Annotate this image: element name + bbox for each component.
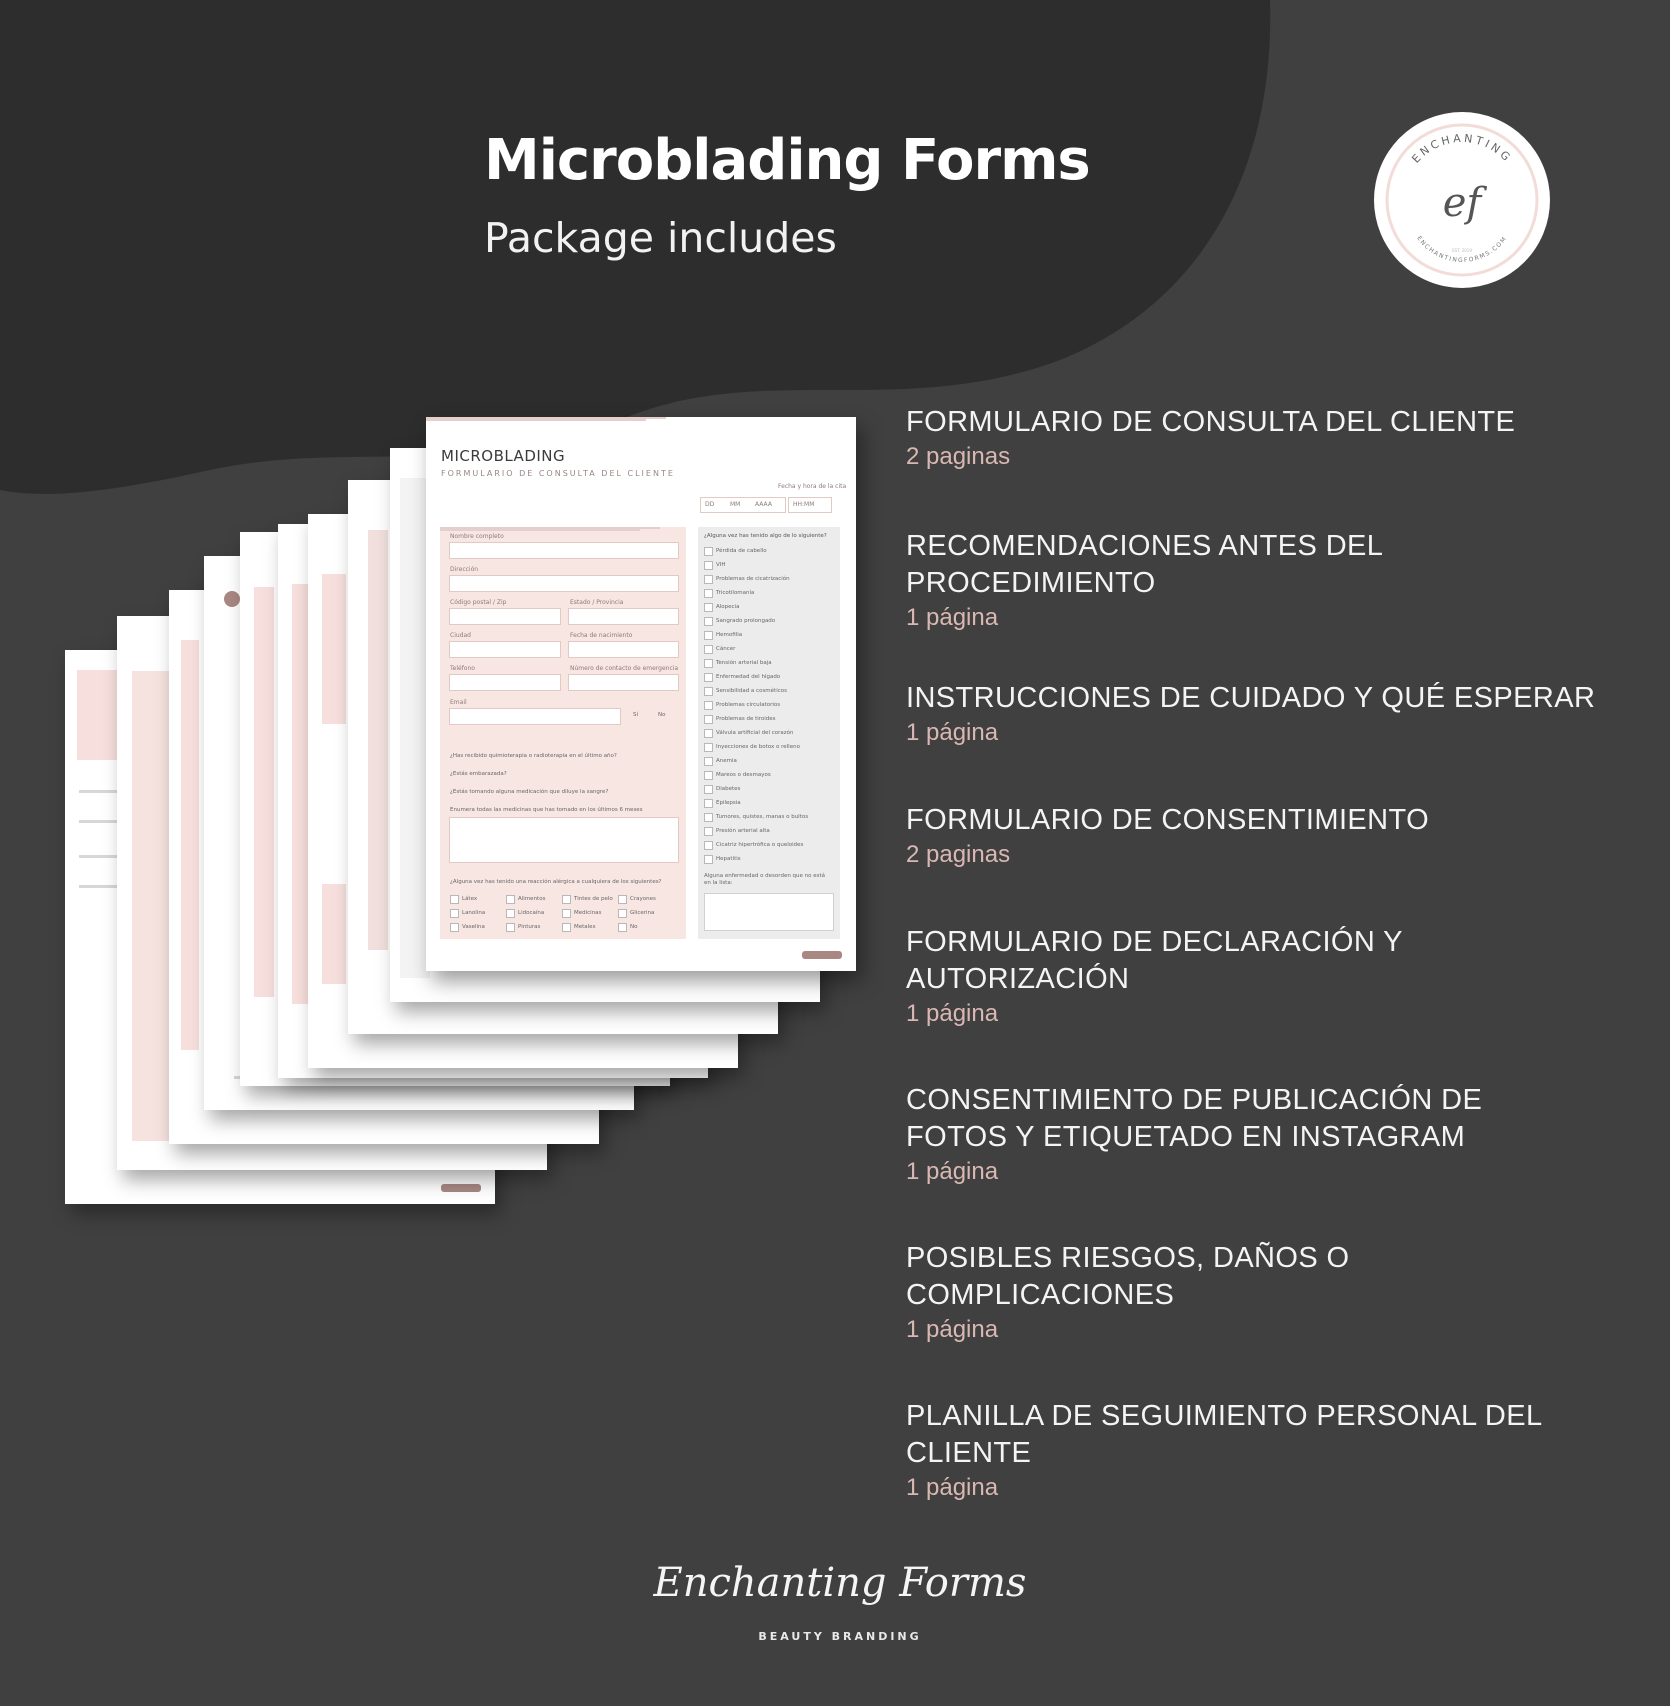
checkbox bbox=[704, 589, 713, 598]
condition-option: Pérdida de cabello bbox=[716, 548, 767, 554]
condition-option: Tricotilomanía bbox=[716, 590, 755, 596]
item-title: CONSENTIMIENTO DE PUBLICACIÓN DE FOTOS Y ETIQUETADO EN INSTAGRAM bbox=[906, 1084, 1483, 1153]
condition-option: Anemia bbox=[716, 758, 737, 764]
item-title: RECOMENDACIONES ANTES DEL PROCEDIMIENTO bbox=[906, 530, 1383, 599]
checkbox bbox=[704, 687, 713, 696]
checkbox bbox=[704, 771, 713, 780]
badge-text: ENCHANTING bbox=[1409, 131, 1515, 166]
package-item bbox=[906, 1082, 1646, 1188]
allergy-option: Crayones bbox=[630, 896, 656, 902]
allergy-option: Alimentos bbox=[518, 896, 546, 902]
page-title: Microblading Forms bbox=[484, 128, 1090, 193]
brand-name: Enchanting Forms bbox=[653, 1560, 1027, 1606]
item-pages: 1 página bbox=[906, 1158, 999, 1185]
checkbox bbox=[704, 799, 713, 808]
item-pages: 1 página bbox=[906, 1474, 999, 1501]
field-label: Dirección bbox=[450, 566, 479, 573]
checkbox bbox=[704, 701, 713, 710]
item-title: POSIBLES RIESGOS, DAÑOS O COMPLICACIONES bbox=[906, 1242, 1350, 1311]
allergy-option: Metales bbox=[574, 924, 596, 930]
condition-option: Epilepsia bbox=[716, 800, 741, 806]
item-pages: 2 paginas bbox=[906, 443, 1011, 470]
checkbox bbox=[704, 659, 713, 668]
condition-option: Válvula artificial del corazón bbox=[716, 730, 794, 736]
condition-option: Cicatriz hipertrófica o queloides bbox=[716, 842, 804, 848]
checkbox bbox=[704, 673, 713, 682]
checkbox bbox=[704, 813, 713, 822]
allergy-option: Lanolina bbox=[462, 910, 486, 916]
condition-option: Enfermedad del hígado bbox=[716, 674, 781, 680]
item-pages: 1 página bbox=[906, 1000, 999, 1027]
badge-monogram: ef bbox=[1442, 180, 1482, 226]
item-title: PLANILLA DE SEGUIMIENTO PERSONAL DEL CLIENTE bbox=[906, 1400, 1542, 1469]
allergy-option: Pinturas bbox=[518, 924, 541, 930]
field-label: Código postal / Zip bbox=[450, 599, 507, 606]
package-item bbox=[906, 802, 1646, 871]
field-label: Número de contacto de emergencia bbox=[570, 665, 679, 672]
brand-badge-logo bbox=[1374, 112, 1550, 288]
item-title: FORMULARIO DE CONSENTIMIENTO bbox=[906, 804, 1430, 836]
date-box-time: HH:MM bbox=[793, 501, 815, 508]
package-item bbox=[906, 1398, 1646, 1504]
allergy-option: Glicerina bbox=[630, 910, 655, 916]
svg-text:ENCHANTING bbox=[1409, 132, 1514, 166]
checkbox bbox=[704, 547, 713, 556]
package-item bbox=[906, 404, 1646, 473]
allergy-option: Lidocaína bbox=[518, 910, 545, 916]
question-label: Enumera todas las medicinas que has tomado en los últimos 6 meses bbox=[450, 807, 643, 813]
field-label: Estado / Provincia bbox=[570, 599, 624, 606]
page-number-badge bbox=[802, 951, 842, 959]
condition-option: Inyecciones de botox o relleno bbox=[716, 744, 800, 750]
question-label: Alguna enfermedad o desorden que no está en la lista: bbox=[704, 873, 826, 886]
question-label: ¿Estás tomando alguna medicación que diluye la sangre? bbox=[450, 789, 609, 795]
client-details-panel bbox=[440, 527, 686, 939]
item-pages: 2 paginas bbox=[906, 841, 1011, 868]
question-label: ¿Alguna vez has tenido una reacción alérgica a cualquiera de los siguientes? bbox=[450, 879, 662, 885]
question-label: ¿Alguna vez has tenido algo de lo siguiente? bbox=[704, 533, 827, 539]
checkbox bbox=[704, 743, 713, 752]
checkbox bbox=[704, 561, 713, 570]
question-label: ¿Estás embarazada? bbox=[450, 771, 507, 777]
checkbox bbox=[704, 855, 713, 864]
no-label: No bbox=[658, 712, 666, 718]
condition-option: Diabetes bbox=[716, 786, 741, 792]
brand-tagline: BEAUTY BRANDING bbox=[758, 1630, 922, 1643]
field-label: Nombre completo bbox=[450, 533, 504, 540]
yes-label: Sí bbox=[633, 712, 639, 718]
form-subheading: FORMULARIO DE CONSULTA DEL CLIENTE bbox=[441, 469, 675, 478]
condition-option: Sensibilidad a cosméticos bbox=[716, 688, 787, 694]
checkbox bbox=[704, 603, 713, 612]
allergy-option: Medicinas bbox=[574, 910, 602, 916]
brand-script-logo bbox=[653, 1546, 1027, 1618]
badge-url: ENCHANTINGFORMS.COM bbox=[1415, 234, 1509, 265]
package-item bbox=[906, 924, 1646, 1030]
question-label: ¿Has recibido quimioterapia o radioterapia en el último año? bbox=[450, 753, 617, 759]
condition-option: Tensión arterial baja bbox=[716, 660, 772, 666]
allergy-option: Látex bbox=[462, 896, 478, 902]
checkbox bbox=[704, 715, 713, 724]
checkbox bbox=[704, 729, 713, 738]
field-label: Teléfono bbox=[450, 665, 475, 672]
item-title: FORMULARIO DE DECLARACIÓN Y AUTORIZACIÓN bbox=[906, 926, 1403, 995]
field-label: Ciudad bbox=[450, 632, 471, 639]
form-heading: MICROBLADING bbox=[441, 447, 566, 465]
allergy-option: Tintes de pelo bbox=[574, 896, 613, 902]
condition-option: Mareos o desmayos bbox=[716, 772, 771, 778]
package-item bbox=[906, 528, 1646, 634]
allergy-option: No bbox=[630, 924, 638, 930]
date-box-yyyy: AAAA bbox=[755, 501, 772, 508]
item-title: FORMULARIO DE CONSULTA DEL CLIENTE bbox=[906, 406, 1516, 438]
item-pages: 1 página bbox=[906, 1316, 999, 1343]
package-item bbox=[906, 1240, 1646, 1346]
condition-option: Cáncer bbox=[716, 646, 736, 652]
condition-option: Problemas circulatorios bbox=[716, 702, 781, 708]
item-pages: 1 página bbox=[906, 604, 999, 631]
allergy-option: Vaselina bbox=[462, 924, 485, 930]
field-label: Email bbox=[450, 699, 467, 706]
checkbox bbox=[704, 757, 713, 766]
package-item bbox=[906, 680, 1646, 749]
page-subtitle: Package includes bbox=[484, 214, 837, 262]
consultation-form-preview bbox=[426, 417, 856, 971]
checkbox bbox=[704, 841, 713, 850]
condition-option: Sangrado prolongado bbox=[716, 618, 776, 624]
item-title: INSTRUCCIONES DE CUIDADO Y QUÉ ESPERAR bbox=[906, 682, 1596, 714]
checkbox bbox=[704, 617, 713, 626]
checkbox bbox=[704, 575, 713, 584]
checkbox bbox=[704, 827, 713, 836]
condition-option: Problemas de tiroides bbox=[716, 716, 776, 722]
condition-option: Presión arterial alta bbox=[716, 828, 770, 834]
item-pages: 1 página bbox=[906, 719, 999, 746]
date-box-mm: MM bbox=[730, 501, 741, 508]
condition-option: VIH bbox=[716, 562, 726, 568]
checkbox bbox=[704, 645, 713, 654]
condition-option: Hepatitis bbox=[716, 856, 741, 862]
field-label: Fecha de nacimiento bbox=[570, 632, 633, 639]
date-box-dd: DD bbox=[705, 501, 715, 508]
condition-option: Alopecia bbox=[716, 604, 740, 610]
medical-conditions-panel bbox=[698, 527, 840, 939]
condition-option: Hemofilia bbox=[716, 632, 743, 638]
checkbox bbox=[704, 631, 713, 640]
condition-option: Problemas de cicatrización bbox=[716, 576, 790, 582]
badge-est: EST. 2019 bbox=[1452, 248, 1472, 253]
condition-option: Tumores, quistes, manas o bultos bbox=[716, 814, 809, 820]
date-label: Fecha y hora de la cita bbox=[778, 483, 847, 490]
checkbox bbox=[704, 785, 713, 794]
